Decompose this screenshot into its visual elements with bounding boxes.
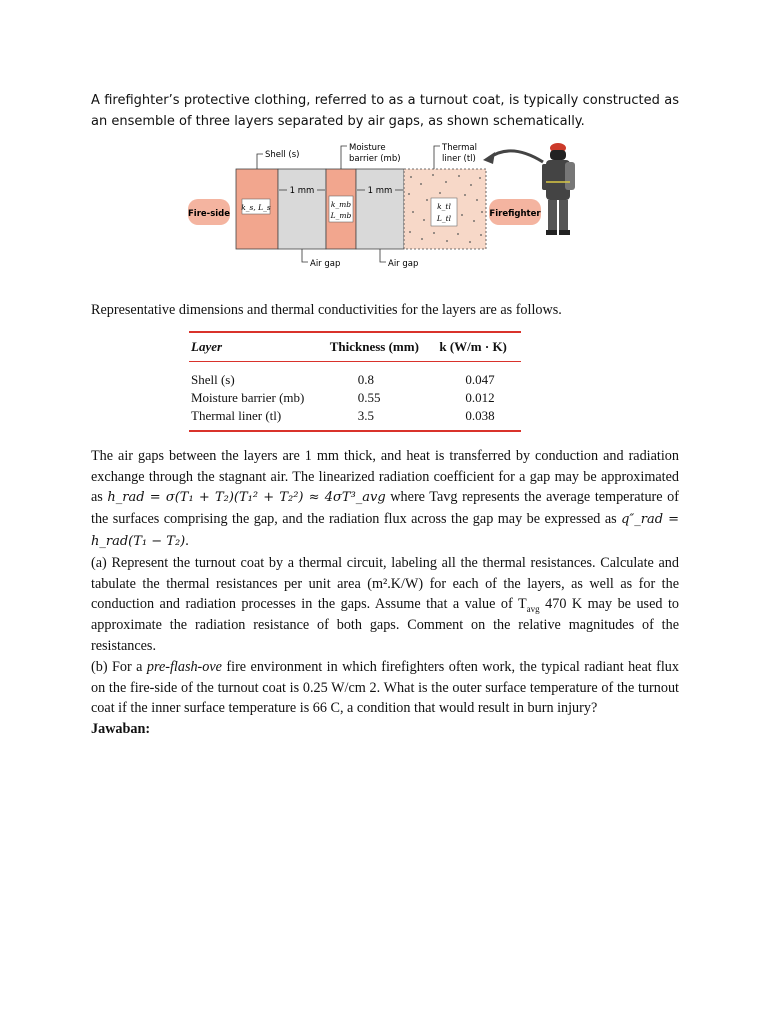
header-k: k (W/m · K)	[437, 332, 521, 362]
thermal-label-line1: Thermal	[442, 143, 478, 153]
gap2-dimension: 1 mm	[367, 186, 393, 196]
problem-text	[91, 446, 679, 740]
mb-conductivity: k_mb	[330, 200, 352, 209]
tl-thickness: L_tl	[436, 214, 452, 223]
tl-conductivity: k_tl	[437, 202, 451, 211]
table-caption: Representative dimensions and thermal conductivities for the layers are as follows.	[91, 302, 562, 318]
document-page	[91, 90, 679, 740]
turnout-coat-schematic	[91, 142, 679, 292]
schematic-svg	[91, 142, 679, 292]
gap1-dimension: 1 mm	[289, 186, 315, 196]
moisture-label-line2: barrier (mb)	[349, 154, 401, 164]
radiation-flux-equation: q″_rad = h_rad(T₁ − T₂)	[91, 512, 679, 549]
header-thickness: Thickness (mm)	[328, 332, 438, 362]
air-gap-1	[278, 169, 326, 249]
shell-label: Shell (s)	[265, 150, 300, 160]
air-gap-2-label: Air gap	[388, 259, 419, 269]
cell-layer: Shell (s)	[191, 371, 235, 387]
table-row	[189, 389, 521, 407]
moisture-label-line1: Moisture	[349, 143, 386, 153]
cell-thickness: 3.5	[328, 407, 438, 431]
cell-thickness: 0.55	[357, 389, 381, 405]
table-header-row	[189, 332, 521, 362]
air-gap-2	[356, 169, 404, 249]
fire-side-label: Fire-side	[187, 209, 231, 219]
answer-label: Jawaban:	[91, 721, 151, 738]
cell-layer: Moisture barrier (mb)	[191, 389, 305, 405]
cell-k: 0.012	[465, 389, 495, 405]
mb-thickness: L_mb	[330, 211, 352, 220]
pointer-arrow	[489, 151, 543, 162]
table-row	[189, 361, 521, 389]
layer-properties-table	[189, 331, 521, 432]
shell-properties: k_s, L_s	[241, 203, 271, 212]
header-layer: Layer	[189, 332, 328, 362]
table-row	[189, 407, 521, 431]
part-a: (a) Represent the turnout coat by a thermal circuit, labeling all the thermal resistances. Calculate and tabulate the thermal resistances per unit area (m².K/W) for each of the layers, as well as for the conduction and radiation processes in the gaps. Assume that a value of $T_{avg}$ 470 K may be used to approximate the radiation resistance of both gaps. Comment on the relative magnitudes of the resistances.	[91, 554, 679, 654]
problem-paragraph: The air gaps between the layers are 1 mm thick, and heat is transferred by conduction and radiation exchange through the stagnant air. The linearized radiation coefficient for a gap may be approximated as h_rad = σ(T₁ + T₂)(T₁² + T₂²) ≈ 4σT³_avg where Tavg represents the average temperature of the surfaces comprising the gap, and the radiation flux across the gap may be expressed as q″_rad = h_rad(T₁ − T₂).	[91, 447, 679, 549]
cell-k: 0.047	[465, 371, 495, 387]
thermal-label-line2: liner (tl)	[442, 154, 476, 164]
firefighter-figure	[542, 143, 575, 235]
part-b: (b) For a pre-flash-ove fire environment in which firefighters often work, the typical radiant heat flux on the fire-side of the turnout coat is 0.25 W/cm 2. What is the outer surface temperature of the turnout coat if the inner surface temperature is 66 C, a condition that would result in burn injury?	[91, 658, 679, 717]
cell-thickness: 0.8	[357, 371, 374, 387]
cell-layer: Thermal liner (tl)	[189, 407, 328, 431]
cell-k: 0.038	[437, 407, 521, 431]
intro-paragraph: A firefighter’s protective clothing, referred to as a turnout coat, is typically constructed as an ensemble of three layers separated by air gaps, as shown schematically.	[91, 93, 679, 129]
radiation-coefficient-equation: h_rad = σ(T₁ + T₂)(T₁² + T₂²) ≈ 4σT³_avg	[107, 490, 386, 506]
air-gap-1-label: Air gap	[310, 259, 341, 269]
firefighter-label: Firefighter	[489, 209, 541, 219]
